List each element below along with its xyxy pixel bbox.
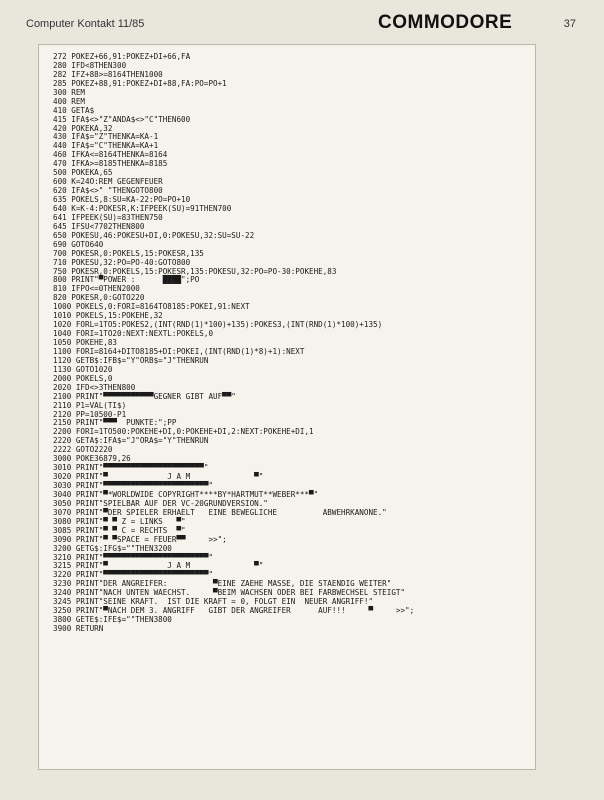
code-line: 410 GETA$ (53, 105, 95, 115)
code-line: 2150 PRINT"▀▀▀ PUNKTE:";PP (53, 418, 177, 428)
code-line: 430 IFA$="Z"THENKA=KA-1 (53, 132, 159, 142)
code-line: 3900 RETURN (53, 624, 104, 633)
code-line: 3250 PRINT"▀NACH DEM 3. ANGRIFF GIBT DER ANGREIFER AUF!!! ▀ >>"; (53, 606, 415, 616)
code-line: 620 IFA$<>" "THENGOTO800 (53, 186, 163, 196)
code-line: 3010 PRINT"▀▀▀▀▀▀▀▀▀▀▀▀▀▀▀▀▀▀▀▀▀▀" (53, 463, 209, 473)
code-line: 600 K=24O:REM GEGENFEUER (53, 177, 163, 187)
code-line: 280 IFD<8THEN300 (53, 60, 127, 70)
code-line: 2220 GETA$:IFA$="J"ORA$="Y"THENRUN (53, 436, 209, 446)
code-line: 690 GOTO640 (53, 239, 104, 249)
code-line: 1020 FORL=1TO5:POKES2,(INT(RND(1)*100)+135):POKES3,(INT(RND(1)*100)+135) (53, 320, 383, 330)
code-line: 3800 GETE$:IFE$=""THEN3800 (53, 615, 172, 625)
code-line: 2110 P1=VAL(TI$) (53, 400, 127, 410)
code-line: 440 IFA$="C"THENKA=KA+1 (53, 141, 159, 151)
code-line: 1040 FORI=1TO20:NEXT:NEXTL:POKELS,0 (53, 329, 214, 339)
code-line: 415 IFA$<>"Z"ANDA$<>"C"THEN600 (53, 114, 191, 124)
code-line: 3040 PRINT"▀*WORLDWIDE COPYRIGHT****BY*HARTMUT**WEBER***▀" (53, 489, 319, 499)
code-line: 460 IFKA<=8164THENKA=8164 (53, 150, 168, 160)
code-line: 2020 IFD<>3THEN800 (53, 382, 136, 392)
code-line: 640 K=K-4:POKESR,K:IFPEEK(SU)=91THEN700 (53, 203, 232, 213)
publication-title: Computer Kontakt 11/85 (26, 18, 145, 30)
code-line: 3240 PRINT"NACH UNTEN WAECHST. ▀BEIM WACHSEN ODER BEI FARBWECHSEL STEIGT" (53, 588, 406, 598)
code-line: 1120 GETB$:IFB$="Y"ORB$="J"THENRUN (53, 355, 209, 365)
code-line: 810 IFPO<=0THEN2000 (53, 284, 140, 294)
code-line: 3080 PRINT"▀ ▀ Z = LINKS ▀" (53, 516, 186, 526)
code-line: 272 POKEZ+66,91:POKEZ+DI+66,FA (53, 52, 191, 61)
code-line: 3030 PRINT"▀▀▀▀▀▀▀▀▀▀▀▀▀▀▀▀▀▀▀▀▀▀▀" (53, 481, 214, 490)
basic-listing-box (38, 44, 536, 770)
code-line: 1000 POKELS,0:FORI=8164TO8185:POKEI,91:NEXT (53, 302, 250, 312)
basic-program-listing (53, 53, 529, 634)
code-line: 641 IFPEEK(SU)=83THEN750 (53, 212, 163, 222)
code-line: 300 REM (53, 87, 86, 97)
code-line: 750 POKESR,0:POKELS,15:POKESR,135:POKESU,32:PO=PO-30:POKEHE,83 (53, 266, 337, 276)
code-line: 3210 PRINT"▀▀▀▀▀▀▀▀▀▀▀▀▀▀▀▀▀▀▀▀▀▀▀" (53, 552, 214, 562)
code-line: 2000 POKELS,0 (53, 373, 113, 383)
commodore-heading: COMMODORE (378, 12, 513, 33)
code-line: 500 POKEKA,65 (53, 168, 113, 178)
code-line: 645 IFSU<7702THEN800 (53, 221, 145, 231)
code-line: 3085 PRINT"▀ ▀ C = RECHTS ▀" (53, 525, 186, 535)
code-line: 800 PRINT"▀POWER : ████";PO (53, 275, 200, 285)
code-line: 820 POKESR,0:GOTO220 (53, 293, 145, 303)
code-line: 1010 POKELS,15:POKEHE,32 (53, 311, 163, 321)
code-line: 635 POKELS,8:SU=KA-22:PO=PO+10 (53, 195, 191, 204)
code-line: 3000 POKE36879,26 (53, 454, 131, 464)
code-line: 400 REM (53, 96, 86, 106)
page-header (26, 12, 576, 40)
code-line: 285 POKEZ+88,91:POKEZ+DI+88,FA:PO=PO+1 (53, 78, 227, 88)
code-line: 2200 FORI=1TO500:POKEHE+DI,0:POKEHE+DI,2:NEXT:POKEHE+DI,1 (53, 427, 314, 437)
code-line: 3220 PRINT"▀▀▀▀▀▀▀▀▀▀▀▀▀▀▀▀▀▀▀▀▀▀▀" (53, 570, 214, 580)
code-line: 282 IFZ+88>=8164THEN1000 (53, 69, 163, 79)
code-line: 650 POKESU,46:POKESU+DI,0:POKESU,32:SU=SU-22 (53, 230, 255, 240)
code-line: 3070 PRINT"▀DER SPIELER ERHAELT EINE BEWEGLICHE ABWEHRKANONE." (53, 507, 387, 517)
code-line: 2222 GOTO2220 (53, 445, 113, 455)
code-line: 2120 PP=10500-P1 (53, 409, 127, 419)
code-line: 1100 FORI=8164+DITO8185+DI:POKEI,(INT(RND(1)*8)+1):NEXT (53, 346, 305, 356)
code-line: 3020 PRINT"▀ J A M ▀" (53, 472, 264, 482)
code-line: 1130 GOTO1020 (53, 364, 113, 374)
page-number: 37 (563, 18, 576, 30)
code-line: 470 IFKA>=8185THENKA=8185 (53, 159, 168, 169)
code-line: 3230 PRINT"DER ANGREIFER: ▀EINE ZAEHE MASSE, DIE STAENDIG WEITER" (53, 579, 392, 589)
code-line: 3090 PRINT"▀ ▀SPACE = FEUER▀▀ >>"; (53, 534, 227, 544)
code-line: 3215 PRINT"▀ J A M ▀" (53, 561, 264, 571)
code-line: 1050 POKEHE,83 (53, 338, 118, 347)
code-line: 420 POKEKA,32 (53, 123, 113, 133)
code-line: 3050 PRINT"SPIELBAR AUF DER VC-20GRUNDVERSION." (53, 498, 268, 508)
code-line: 3200 GETG$:IFG$=""THEN3200 (53, 543, 172, 553)
code-line: 700 POKESR,0:POKELS,15:POKESR,135 (53, 248, 204, 258)
code-line: 3245 PRINT"SEINE KRAFT. IST DIE KRAFT = 0, FOLGT EIN NEUER ANGRIFF!" (53, 597, 374, 607)
code-line: 2100 PRINT"▀▀▀▀▀▀▀▀▀▀▀GEGNER GIBT AUF▀▀" (53, 391, 236, 401)
code-line: 710 POKESU,32:PO=PO-40:GOTO800 (53, 257, 191, 267)
